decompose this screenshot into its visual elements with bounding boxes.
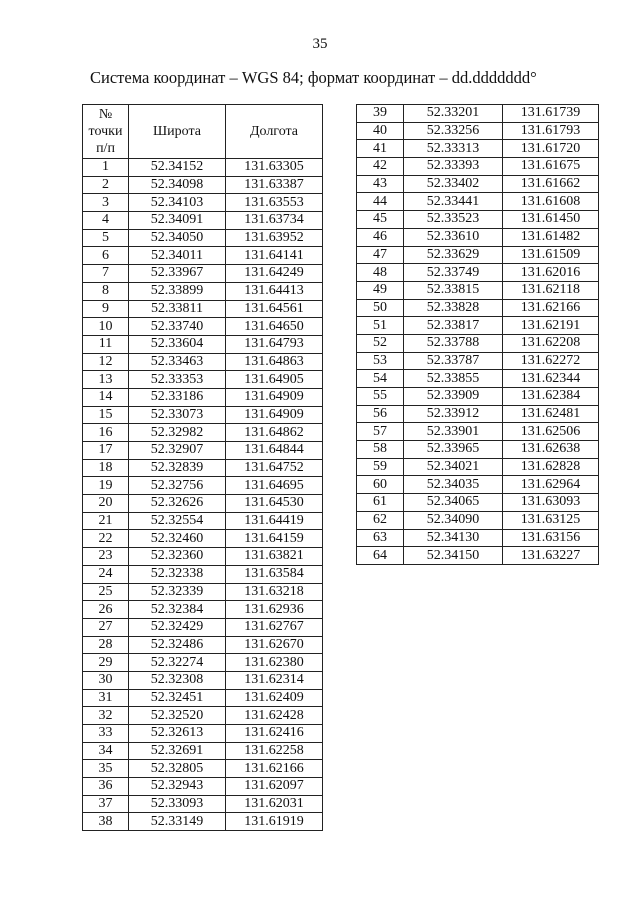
table-row	[83, 229, 323, 247]
cell-longitude: 131.63821	[226, 548, 323, 566]
coordinates-table-right	[356, 104, 599, 565]
cell-latitude: 52.34090	[404, 511, 503, 529]
cell-longitude: 131.64561	[226, 300, 323, 318]
cell-longitude: 131.62016	[503, 264, 599, 282]
cell-point-number: 25	[83, 583, 129, 601]
cell-point-number: 22	[83, 530, 129, 548]
cell-longitude: 131.62031	[226, 795, 323, 813]
cell-latitude: 52.32982	[129, 424, 226, 442]
table-row	[83, 265, 323, 283]
cell-latitude: 52.32839	[129, 459, 226, 477]
cell-longitude: 131.64530	[226, 495, 323, 513]
cell-latitude: 52.34021	[404, 458, 503, 476]
cell-point-number: 3	[83, 194, 129, 212]
cell-point-number: 48	[357, 264, 404, 282]
cell-longitude: 131.61793	[503, 122, 599, 140]
cell-point-number: 24	[83, 565, 129, 583]
cell-latitude: 52.32756	[129, 477, 226, 495]
cell-latitude: 52.34103	[129, 194, 226, 212]
cell-point-number: 49	[357, 281, 404, 299]
cell-latitude: 52.33749	[404, 264, 503, 282]
cell-longitude: 131.61720	[503, 140, 599, 158]
table-row	[357, 211, 599, 229]
cell-latitude: 52.33788	[404, 334, 503, 352]
table-row	[357, 476, 599, 494]
cell-longitude: 131.64862	[226, 424, 323, 442]
cell-latitude: 52.34098	[129, 176, 226, 194]
table-row	[83, 530, 323, 548]
page-heading: Система координат – WGS 84; формат координат – dd.ddddddd°	[90, 68, 537, 87]
cell-point-number: 55	[357, 388, 404, 406]
cell-longitude: 131.64419	[226, 512, 323, 530]
cell-longitude: 131.64159	[226, 530, 323, 548]
cell-point-number: 27	[83, 618, 129, 636]
cell-latitude: 52.33815	[404, 281, 503, 299]
cell-point-number: 32	[83, 707, 129, 725]
cell-latitude: 52.33073	[129, 406, 226, 424]
cell-longitude: 131.64413	[226, 282, 323, 300]
cell-latitude: 52.33201	[404, 105, 503, 123]
cell-point-number: 28	[83, 636, 129, 654]
cell-longitude: 131.64863	[226, 353, 323, 371]
cell-longitude: 131.63387	[226, 176, 323, 194]
cell-longitude: 131.62828	[503, 458, 599, 476]
cell-point-number: 26	[83, 601, 129, 619]
coordinates-table-left-body	[83, 159, 323, 831]
cell-latitude: 52.33093	[129, 795, 226, 813]
cell-latitude: 52.33523	[404, 211, 503, 229]
table-row	[83, 300, 323, 318]
cell-latitude: 52.33787	[404, 352, 503, 370]
table-row	[357, 529, 599, 547]
cell-point-number: 54	[357, 370, 404, 388]
cell-latitude: 52.33604	[129, 335, 226, 353]
cell-longitude: 131.62166	[226, 760, 323, 778]
cell-latitude: 52.32805	[129, 760, 226, 778]
cell-point-number: 21	[83, 512, 129, 530]
table-row	[357, 193, 599, 211]
cell-latitude: 52.32360	[129, 548, 226, 566]
cell-longitude: 131.64909	[226, 406, 323, 424]
cell-point-number: 12	[83, 353, 129, 371]
cell-point-number: 6	[83, 247, 129, 265]
cell-latitude: 52.33441	[404, 193, 503, 211]
cell-point-number: 8	[83, 282, 129, 300]
cell-longitude: 131.61608	[503, 193, 599, 211]
cell-longitude: 131.63305	[226, 159, 323, 177]
cell-point-number: 20	[83, 495, 129, 513]
table-row	[357, 458, 599, 476]
cell-latitude: 52.33965	[404, 441, 503, 459]
cell-longitude: 131.61675	[503, 158, 599, 176]
cell-point-number: 60	[357, 476, 404, 494]
cell-latitude: 52.33901	[404, 423, 503, 441]
cell-point-number: 58	[357, 441, 404, 459]
header-num-line1: №	[98, 107, 113, 122]
table-row	[357, 494, 599, 512]
cell-point-number: 38	[83, 813, 129, 831]
cell-latitude: 52.34050	[129, 229, 226, 247]
table-row	[357, 105, 599, 123]
cell-longitude: 131.61509	[503, 246, 599, 264]
cell-latitude: 52.34150	[404, 547, 503, 565]
cell-point-number: 18	[83, 459, 129, 477]
cell-longitude: 131.62118	[503, 281, 599, 299]
cell-longitude: 131.64844	[226, 442, 323, 460]
cell-point-number: 33	[83, 725, 129, 743]
cell-point-number: 11	[83, 335, 129, 353]
cell-longitude: 131.62384	[503, 388, 599, 406]
table-row	[357, 281, 599, 299]
table-row	[357, 441, 599, 459]
table-row	[83, 212, 323, 230]
cell-longitude: 131.64905	[226, 371, 323, 389]
table-row	[357, 388, 599, 406]
table-row	[83, 512, 323, 530]
cell-point-number: 41	[357, 140, 404, 158]
cell-latitude: 52.34011	[129, 247, 226, 265]
cell-point-number: 10	[83, 318, 129, 336]
cell-longitude: 131.64650	[226, 318, 323, 336]
cell-latitude: 52.33149	[129, 813, 226, 831]
cell-longitude: 131.63584	[226, 565, 323, 583]
cell-latitude: 52.32451	[129, 689, 226, 707]
table-row	[83, 159, 323, 177]
cell-longitude: 131.61739	[503, 105, 599, 123]
cell-longitude: 131.62344	[503, 370, 599, 388]
cell-point-number: 44	[357, 193, 404, 211]
cell-point-number: 63	[357, 529, 404, 547]
cell-longitude: 131.63734	[226, 212, 323, 230]
table-row	[83, 194, 323, 212]
table-row	[83, 795, 323, 813]
cell-latitude: 52.33909	[404, 388, 503, 406]
cell-longitude: 131.62272	[503, 352, 599, 370]
table-row	[83, 565, 323, 583]
cell-latitude: 52.33463	[129, 353, 226, 371]
cell-longitude: 131.64909	[226, 388, 323, 406]
table-row	[83, 742, 323, 760]
cell-latitude: 52.33353	[129, 371, 226, 389]
header-num-line3: п/п	[96, 141, 115, 156]
header-point-number	[83, 105, 129, 159]
cell-point-number: 56	[357, 405, 404, 423]
table-row	[83, 459, 323, 477]
cell-latitude: 52.32613	[129, 725, 226, 743]
table-row	[357, 511, 599, 529]
page-number: 35	[312, 36, 328, 52]
table-row	[83, 247, 323, 265]
table-row	[357, 352, 599, 370]
cell-point-number: 1	[83, 159, 129, 177]
cell-point-number: 51	[357, 317, 404, 335]
cell-point-number: 2	[83, 176, 129, 194]
cell-latitude: 52.32384	[129, 601, 226, 619]
table-row	[357, 228, 599, 246]
cell-point-number: 40	[357, 122, 404, 140]
table-row	[83, 176, 323, 194]
cell-longitude: 131.62380	[226, 654, 323, 672]
table-row	[357, 370, 599, 388]
table-row	[357, 264, 599, 282]
table-row	[83, 583, 323, 601]
cell-point-number: 17	[83, 442, 129, 460]
cell-longitude: 131.62767	[226, 618, 323, 636]
table-row	[83, 318, 323, 336]
cell-point-number: 14	[83, 388, 129, 406]
cell-point-number: 61	[357, 494, 404, 512]
table-row	[83, 654, 323, 672]
cell-longitude: 131.63156	[503, 529, 599, 547]
cell-latitude: 52.32308	[129, 671, 226, 689]
cell-latitude: 52.32691	[129, 742, 226, 760]
cell-latitude: 52.34035	[404, 476, 503, 494]
cell-point-number: 46	[357, 228, 404, 246]
cell-point-number: 9	[83, 300, 129, 318]
cell-longitude: 131.62409	[226, 689, 323, 707]
table-row	[83, 778, 323, 796]
cell-longitude: 131.62416	[226, 725, 323, 743]
cell-latitude: 52.32943	[129, 778, 226, 796]
header-num-line2: точки	[88, 124, 123, 139]
cell-latitude: 52.34130	[404, 529, 503, 547]
cell-latitude: 52.34152	[129, 159, 226, 177]
cell-longitude: 131.61482	[503, 228, 599, 246]
cell-longitude: 131.62191	[503, 317, 599, 335]
table-row	[83, 707, 323, 725]
cell-longitude: 131.64752	[226, 459, 323, 477]
cell-latitude: 52.33828	[404, 299, 503, 317]
cell-point-number: 30	[83, 671, 129, 689]
cell-point-number: 50	[357, 299, 404, 317]
cell-point-number: 52	[357, 334, 404, 352]
cell-latitude: 52.33740	[129, 318, 226, 336]
cell-latitude: 52.32626	[129, 495, 226, 513]
table-row	[83, 671, 323, 689]
cell-point-number: 29	[83, 654, 129, 672]
table-row	[83, 442, 323, 460]
cell-longitude: 131.62964	[503, 476, 599, 494]
table-row	[83, 388, 323, 406]
cell-longitude: 131.62638	[503, 441, 599, 459]
table-row	[83, 689, 323, 707]
header-latitude: Широта	[129, 105, 226, 159]
table-row	[357, 334, 599, 352]
cell-point-number: 57	[357, 423, 404, 441]
cell-longitude: 131.64695	[226, 477, 323, 495]
table-row	[83, 335, 323, 353]
cell-point-number: 62	[357, 511, 404, 529]
table-row	[83, 406, 323, 424]
cell-longitude: 131.63218	[226, 583, 323, 601]
coordinates-table-right-body	[357, 105, 599, 565]
table-row	[357, 317, 599, 335]
cell-latitude: 52.33610	[404, 228, 503, 246]
table-row	[83, 725, 323, 743]
cell-point-number: 42	[357, 158, 404, 176]
table-row	[83, 618, 323, 636]
cell-longitude: 131.61919	[226, 813, 323, 831]
cell-latitude: 52.32554	[129, 512, 226, 530]
cell-point-number: 53	[357, 352, 404, 370]
cell-point-number: 39	[357, 105, 404, 123]
cell-point-number: 4	[83, 212, 129, 230]
table-header-row	[83, 105, 323, 159]
cell-latitude: 52.33912	[404, 405, 503, 423]
cell-latitude: 52.34091	[129, 212, 226, 230]
cell-longitude: 131.63227	[503, 547, 599, 565]
table-row	[357, 423, 599, 441]
cell-point-number: 19	[83, 477, 129, 495]
cell-longitude: 131.62258	[226, 742, 323, 760]
cell-point-number: 36	[83, 778, 129, 796]
cell-latitude: 52.33393	[404, 158, 503, 176]
cell-longitude: 131.62314	[226, 671, 323, 689]
cell-longitude: 131.64793	[226, 335, 323, 353]
table-row	[83, 353, 323, 371]
table-row	[83, 371, 323, 389]
cell-longitude: 131.64141	[226, 247, 323, 265]
cell-latitude: 52.32486	[129, 636, 226, 654]
cell-point-number: 7	[83, 265, 129, 283]
cell-point-number: 23	[83, 548, 129, 566]
cell-latitude: 52.32429	[129, 618, 226, 636]
cell-longitude: 131.62670	[226, 636, 323, 654]
cell-latitude: 52.33967	[129, 265, 226, 283]
cell-point-number: 47	[357, 246, 404, 264]
table-row	[83, 424, 323, 442]
cell-latitude: 52.32339	[129, 583, 226, 601]
cell-longitude: 131.63553	[226, 194, 323, 212]
cell-latitude: 52.32338	[129, 565, 226, 583]
cell-latitude: 52.32907	[129, 442, 226, 460]
table-row	[357, 405, 599, 423]
cell-point-number: 43	[357, 175, 404, 193]
cell-point-number: 45	[357, 211, 404, 229]
cell-latitude: 52.33899	[129, 282, 226, 300]
cell-point-number: 13	[83, 371, 129, 389]
cell-point-number: 15	[83, 406, 129, 424]
cell-longitude: 131.62208	[503, 334, 599, 352]
table-row	[357, 122, 599, 140]
cell-latitude: 52.32274	[129, 654, 226, 672]
cell-latitude: 52.34065	[404, 494, 503, 512]
cell-latitude: 52.33256	[404, 122, 503, 140]
cell-latitude: 52.33186	[129, 388, 226, 406]
cell-longitude: 131.62481	[503, 405, 599, 423]
cell-longitude: 131.62097	[226, 778, 323, 796]
cell-point-number: 59	[357, 458, 404, 476]
cell-longitude: 131.62166	[503, 299, 599, 317]
cell-latitude: 52.33817	[404, 317, 503, 335]
cell-point-number: 31	[83, 689, 129, 707]
cell-longitude: 131.61662	[503, 175, 599, 193]
cell-latitude: 52.32520	[129, 707, 226, 725]
table-row	[357, 246, 599, 264]
table-row	[357, 547, 599, 565]
cell-latitude: 52.32460	[129, 530, 226, 548]
table-row	[83, 282, 323, 300]
cell-latitude: 52.33811	[129, 300, 226, 318]
table-row	[83, 636, 323, 654]
cell-longitude: 131.63093	[503, 494, 599, 512]
header-longitude: Долгота	[226, 105, 323, 159]
cell-point-number: 34	[83, 742, 129, 760]
cell-longitude: 131.62506	[503, 423, 599, 441]
cell-point-number: 16	[83, 424, 129, 442]
table-row	[83, 548, 323, 566]
table-row	[357, 299, 599, 317]
cell-point-number: 64	[357, 547, 404, 565]
table-row	[83, 760, 323, 778]
cell-latitude: 52.33855	[404, 370, 503, 388]
table-row	[357, 140, 599, 158]
cell-point-number: 37	[83, 795, 129, 813]
cell-longitude: 131.62936	[226, 601, 323, 619]
table-row	[83, 477, 323, 495]
table-row	[83, 495, 323, 513]
table-row	[83, 601, 323, 619]
table-row	[357, 158, 599, 176]
cell-longitude: 131.64249	[226, 265, 323, 283]
cell-longitude: 131.63125	[503, 511, 599, 529]
table-row	[357, 175, 599, 193]
cell-latitude: 52.33402	[404, 175, 503, 193]
cell-longitude: 131.63952	[226, 229, 323, 247]
cell-point-number: 5	[83, 229, 129, 247]
cell-longitude: 131.61450	[503, 211, 599, 229]
cell-latitude: 52.33313	[404, 140, 503, 158]
cell-point-number: 35	[83, 760, 129, 778]
table-row	[83, 813, 323, 831]
cell-latitude: 52.33629	[404, 246, 503, 264]
coordinates-table-left	[82, 104, 323, 831]
cell-longitude: 131.62428	[226, 707, 323, 725]
